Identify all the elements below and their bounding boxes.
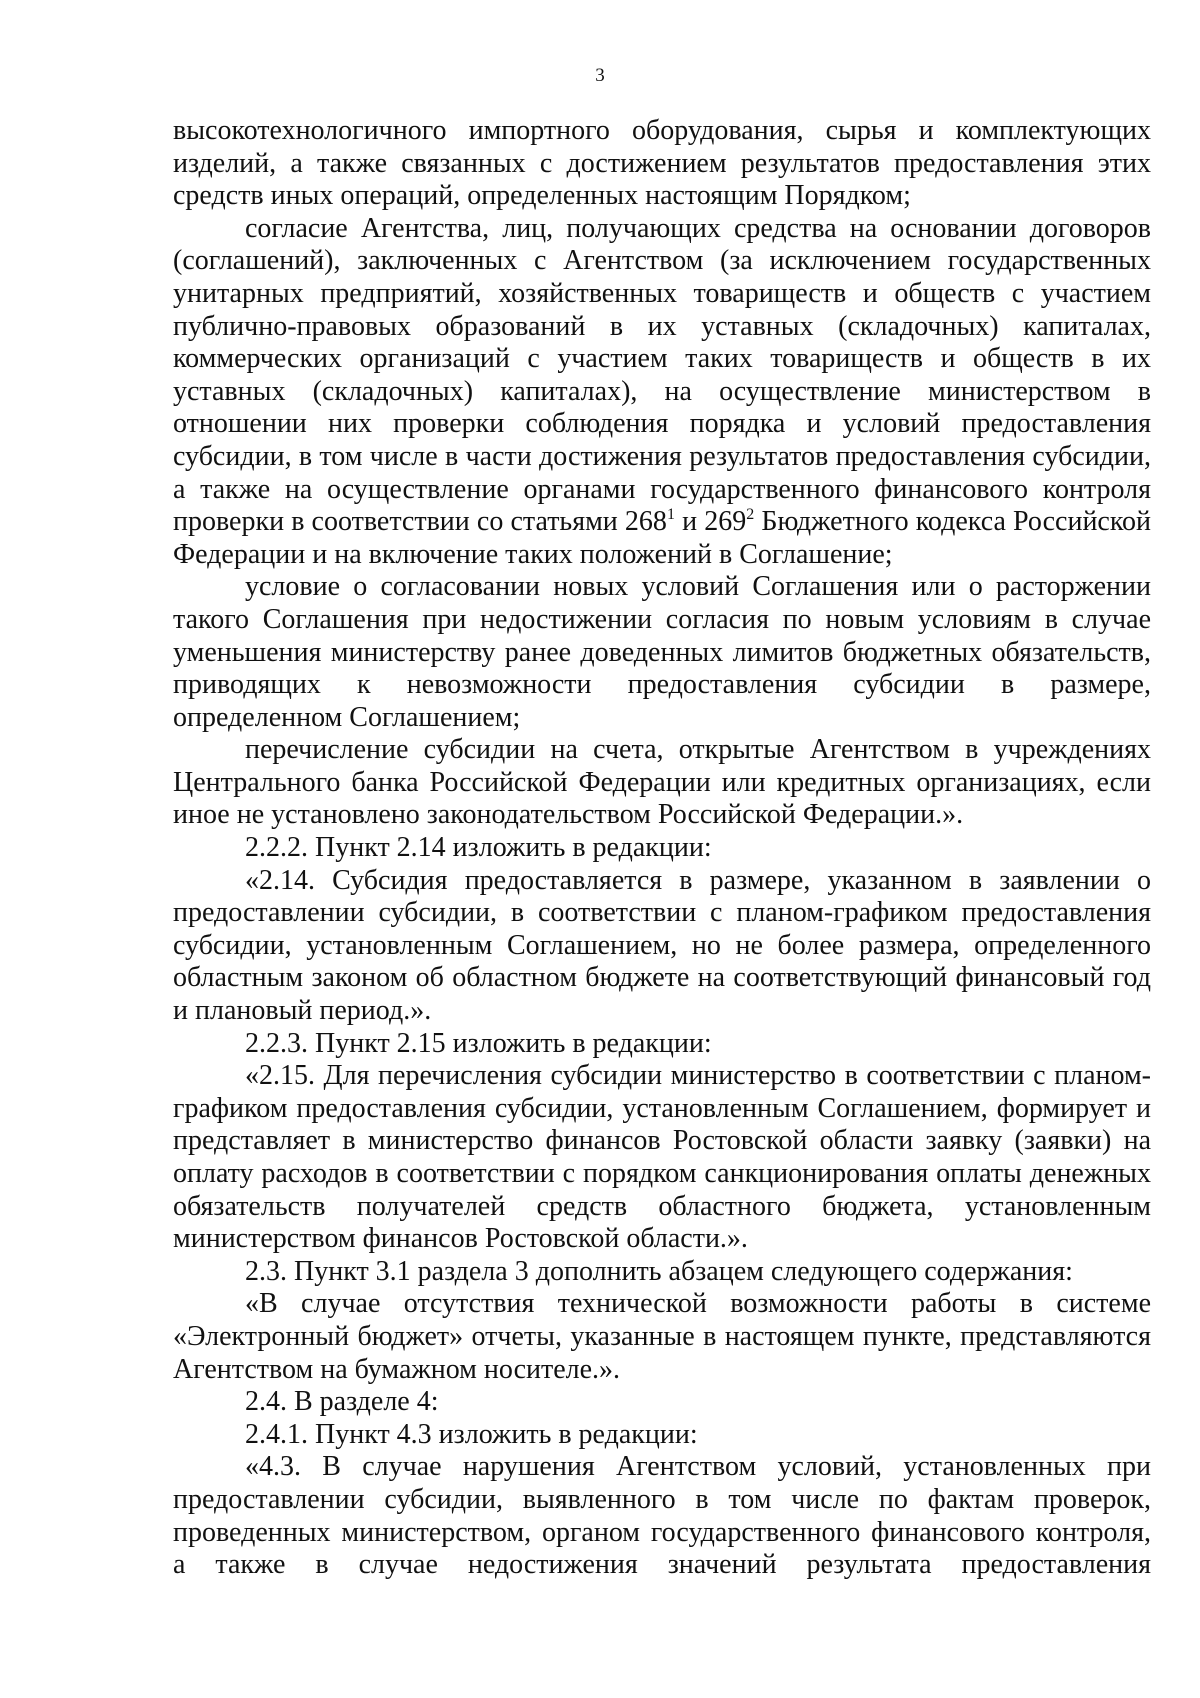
page-number: 3	[595, 65, 605, 86]
superscript: 1	[666, 506, 675, 524]
clause-heading-2-2-2: 2.2.2. Пункт 2.14 изложить в редакции:	[245, 832, 712, 864]
paragraph-continuation: высокотехнологичного импортного оборудования, сырья и комплектующих изделий, а также связанных с достижением результатов предоставления этих средств иных операций, определенных настоящим Порядком;	[173, 115, 1151, 212]
paragraph-agency-consent	[173, 213, 1151, 572]
clause-2-15-text: «2.15. Для перечисления субсидии министерство в соответствии с планом-графиком предоставления субсидии, установленным Соглашением, формирует и представляет в министерство финансов Ростовской области заявку (заявки) на оплату расходов в соответствии с порядком санкционирования оплаты денежных обязательств получателей средств областного бюджета, установленным министерством финансов Ростовской области.».	[173, 1060, 1151, 1255]
paragraph-text: и 269	[674, 506, 747, 538]
clause-heading-2-4-1: 2.4.1. Пункт 4.3 изложить в редакции:	[245, 1418, 698, 1450]
paragraph-text: согласие Агентства, лиц, получающих средства на основании договоров (соглашений), заключенных с Агентством (за исключением государственных унитарных предприятий, хозяйственных товариществ и обществ с участием публично-правовых образований в их уставных (складочных) капиталах, коммерческих организаций с участием таких товариществ и обществ в их уставных (складочных) капиталах), на осуществление министерством в отношении них проверки соблюдения порядка и условий предоставления субсидии, в том числе в части достижения результатов предоставления субсидии, а также на осуществление органами государственного финансового контроля проверки в соответствии со статьями 268	[173, 212, 1151, 538]
paragraph-text: Бюджетного кодекса Российской Федерации и на включение таких положений в Соглашение;	[173, 506, 1152, 570]
paragraph-condition-agreement: условие о согласовании новых условий Соглашения или о расторжении такого Соглашения при недостижении согласия по новым условиям в случае уменьшения министерству ранее доведенных лимитов бюджетных обязательств, приводящих к невозможности предоставления субсидии в размере, определенном Соглашением;	[173, 571, 1151, 733]
paragraph-transfer-accounts: перечисление субсидии на счета, открытые Агентством в учреждениях Центрального банка Российской Федерации или кредитных организациях, если иное не установлено законодательством Российской Федерации.».	[173, 734, 1151, 831]
superscript: 2	[746, 506, 755, 524]
clause-4-3-text: «4.3. В случае нарушения Агентством условий, установленных при предоставлении субсидии, выявленного в том числе по фактам проверок, проведенных министерством, органом государственного финансового контроля, а также в случае недостижения значений результата предоставления	[173, 1451, 1151, 1581]
clause-2-14-text: «2.14. Субсидия предоставляется в размере, указанном в заявлении о предоставлении субсидии, в соответствии с планом-графиком предоставления субсидии, установленным Соглашением, но не более размера, определенного областным законом об областном бюджете на соответствующий финансовый год и плановый период.».	[173, 864, 1151, 1027]
clause-heading-2-3: 2.3. Пункт 3.1 раздела 3 дополнить абзацем следующего содержания:	[245, 1255, 1073, 1287]
clause-heading-2-2-3: 2.2.3. Пункт 2.15 изложить в редакции:	[245, 1027, 712, 1059]
clause-3-1-addition: «В случае отсутствия технической возможности работы в системе «Электронный бюджет» отчеты, указанные в настоящем пункте, представляются Агентством на бумажном носителе.».	[173, 1288, 1151, 1385]
document-body	[173, 115, 1151, 1582]
clause-heading-2-4: 2.4. В разделе 4:	[245, 1386, 439, 1418]
